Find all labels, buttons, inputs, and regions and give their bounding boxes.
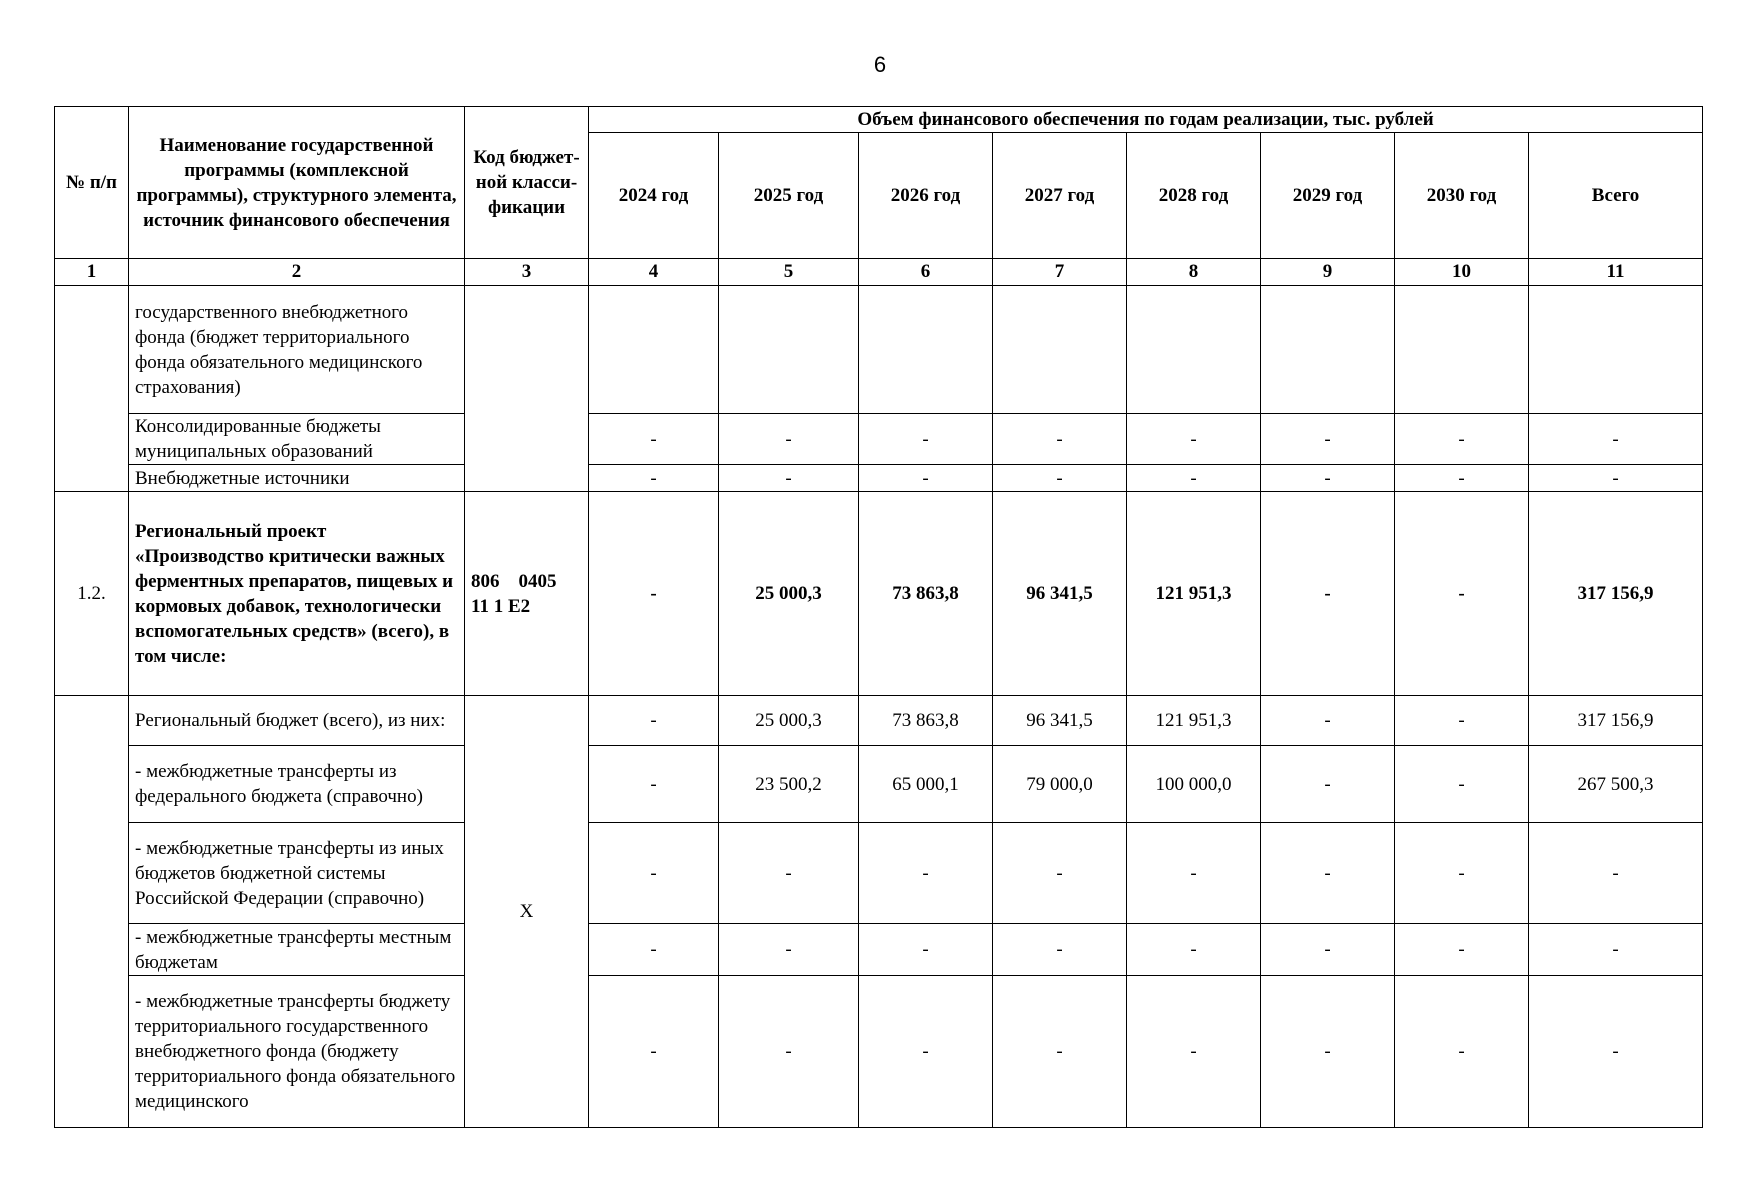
header-total: Всего: [1529, 133, 1703, 259]
row-value: [719, 286, 859, 414]
row-value: -: [1127, 976, 1261, 1128]
row-npp: 1.2.: [55, 492, 129, 696]
row-value: -: [589, 924, 719, 976]
column-number: 8: [1127, 259, 1261, 286]
row-value: 121 951,3: [1127, 492, 1261, 696]
table-row: [55, 414, 1703, 465]
column-number: 2: [129, 259, 465, 286]
row-value: -: [1261, 492, 1395, 696]
row-value: -: [1261, 465, 1395, 492]
header-group-title: Объем финансового обеспечения по годам реализации, тыс. рублей: [589, 107, 1703, 133]
row-value: 317 156,9: [1529, 492, 1703, 696]
row-code: [465, 286, 589, 492]
header-year: 2024 год: [589, 133, 719, 259]
column-number: 7: [993, 259, 1127, 286]
row-npp: [55, 696, 129, 1128]
table-row: [55, 492, 1703, 696]
row-code: X: [465, 696, 589, 1128]
row-value: 79 000,0: [993, 746, 1127, 823]
header-npp: № п/п: [55, 107, 129, 259]
column-number-row: [55, 259, 1703, 286]
row-value: -: [589, 976, 719, 1128]
row-value: -: [993, 465, 1127, 492]
row-value: -: [719, 976, 859, 1128]
row-value: 65 000,1: [859, 746, 993, 823]
row-value: -: [1395, 976, 1529, 1128]
page-number: 6: [873, 52, 887, 77]
column-number: 10: [1395, 259, 1529, 286]
row-value: 317 156,9: [1529, 696, 1703, 746]
row-name: - межбюджетные трансферты из иных бюджетов бюджетной системы Российской Федерации (справочно): [129, 823, 465, 924]
row-value: -: [719, 823, 859, 924]
row-value: -: [1261, 823, 1395, 924]
header-year: 2026 год: [859, 133, 993, 259]
row-value: -: [1127, 823, 1261, 924]
row-name: Региональный проект «Производство критически важных ферментных препаратов, пищевых и кормовых добавок, технологически вспомогательных средств» (всего), в том числе:: [129, 492, 465, 696]
row-value: -: [1529, 976, 1703, 1128]
row-value: -: [859, 414, 993, 465]
table-row: [55, 746, 1703, 823]
row-value: [1261, 286, 1395, 414]
column-number: 1: [55, 259, 129, 286]
row-value: -: [859, 823, 993, 924]
row-value: -: [589, 696, 719, 746]
row-value: 25 000,3: [719, 492, 859, 696]
row-name: Консолидированные бюджеты муниципальных образований: [129, 414, 465, 465]
row-npp: [55, 286, 129, 492]
row-name: - межбюджетные трансферты бюджету территориального государственного внебюджетного фонда (бюджету территориального фонда обязательного медицинского: [129, 976, 465, 1128]
row-value: 73 863,8: [859, 492, 993, 696]
row-value: -: [1127, 414, 1261, 465]
code-part: 11 1 E2: [471, 595, 531, 617]
row-value: [859, 286, 993, 414]
header-code: Код бюджет-ной класси-фикации: [465, 107, 589, 259]
row-value: -: [589, 492, 719, 696]
row-value: -: [993, 976, 1127, 1128]
column-number: 4: [589, 259, 719, 286]
row-value: -: [589, 823, 719, 924]
row-value: 96 341,5: [993, 696, 1127, 746]
row-value: -: [719, 465, 859, 492]
row-value: -: [1127, 465, 1261, 492]
row-name: - межбюджетные трансферты из федерального бюджета (справочно): [129, 746, 465, 823]
row-value: -: [589, 414, 719, 465]
row-value: -: [993, 414, 1127, 465]
code-part: 0405: [518, 570, 557, 592]
row-value: -: [1395, 414, 1529, 465]
row-value: -: [1395, 492, 1529, 696]
row-value: -: [1261, 746, 1395, 823]
row-name: государственного внебюджетного фонда (бюджет территориального фонда обязательного медицинского страхования): [129, 286, 465, 414]
row-value: 25 000,3: [719, 696, 859, 746]
row-name: Внебюджетные источники: [129, 465, 465, 492]
row-value: -: [719, 414, 859, 465]
column-number: 6: [859, 259, 993, 286]
row-value: -: [859, 976, 993, 1128]
row-value: [1127, 286, 1261, 414]
row-value: -: [1261, 414, 1395, 465]
row-value: -: [1529, 924, 1703, 976]
row-value: 23 500,2: [719, 746, 859, 823]
row-value: -: [1395, 823, 1529, 924]
header-year: 2025 год: [719, 133, 859, 259]
table-row: [55, 976, 1703, 1128]
row-value: -: [719, 924, 859, 976]
row-value: -: [1261, 976, 1395, 1128]
table-row: [55, 924, 1703, 976]
row-value: 267 500,3: [1529, 746, 1703, 823]
row-value: 121 951,3: [1127, 696, 1261, 746]
row-value: -: [589, 465, 719, 492]
row-value: -: [1529, 465, 1703, 492]
column-number: 3: [465, 259, 589, 286]
row-value: [1529, 286, 1703, 414]
row-value: -: [1261, 924, 1395, 976]
row-value: -: [1395, 465, 1529, 492]
row-value: -: [1395, 696, 1529, 746]
row-code: [465, 492, 589, 696]
header-name: Наименование государственной программы (комплексной программы), структурного элемента, источник финансового обеспечения: [129, 107, 465, 259]
table-row: [55, 696, 1703, 746]
row-value: -: [859, 465, 993, 492]
row-value: -: [859, 924, 993, 976]
header-year: 2028 год: [1127, 133, 1261, 259]
row-value: -: [1395, 924, 1529, 976]
code-part: 806: [471, 570, 500, 592]
row-value: [1395, 286, 1529, 414]
row-value: -: [993, 823, 1127, 924]
column-number: 11: [1529, 259, 1703, 286]
row-value: [993, 286, 1127, 414]
row-value: -: [1529, 823, 1703, 924]
column-number: 9: [1261, 259, 1395, 286]
table-row: [55, 286, 1703, 414]
row-value: -: [589, 746, 719, 823]
table-row: [55, 465, 1703, 492]
header-year: 2030 год: [1395, 133, 1529, 259]
row-value: 100 000,0: [1127, 746, 1261, 823]
row-value: 73 863,8: [859, 696, 993, 746]
row-value: 96 341,5: [993, 492, 1127, 696]
row-value: -: [1261, 696, 1395, 746]
table-row: [55, 823, 1703, 924]
header-year: 2029 год: [1261, 133, 1395, 259]
financing-table: [54, 106, 1703, 1128]
row-value: -: [1127, 924, 1261, 976]
row-value: -: [993, 924, 1127, 976]
row-value: -: [1529, 414, 1703, 465]
row-name: - межбюджетные трансферты местным бюджетам: [129, 924, 465, 976]
header-year: 2027 год: [993, 133, 1127, 259]
row-value: -: [1395, 746, 1529, 823]
row-name: Региональный бюджет (всего), из них:: [129, 696, 465, 746]
column-number: 5: [719, 259, 859, 286]
row-value: [589, 286, 719, 414]
